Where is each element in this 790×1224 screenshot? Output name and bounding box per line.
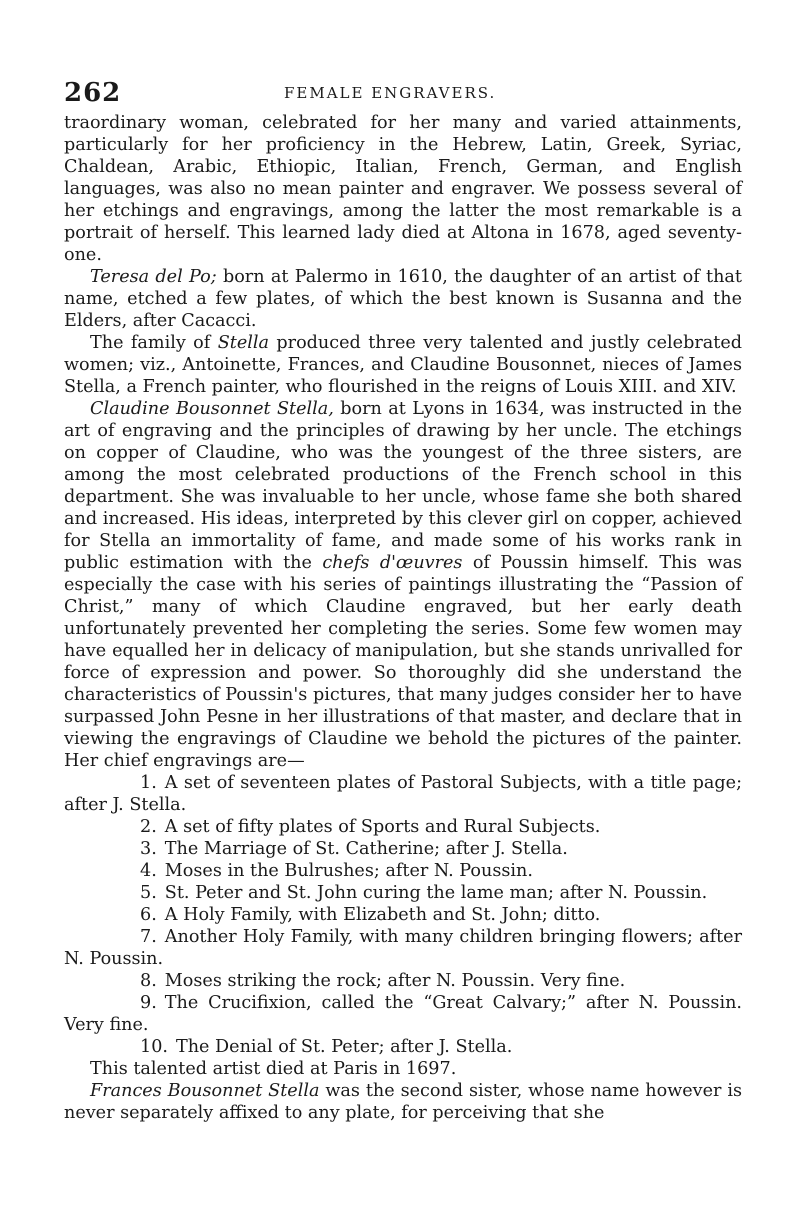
list-number: 1. [140,773,157,793]
list-number: 9. [140,993,157,1013]
list-item [64,816,742,838]
paragraph-text: born at Lyons in 1634, was instructed in the art of engraving and the principles of drawing by her uncle. The etchings on copper of Claudine, who was the youngest of the three sisters, are among the most celebrated productions of the French school in this department. She was invaluable to her uncle, whose fame she both shared and increased. His ideas, interpreted by this clever girl on copper, achieved for Stella an immortality of fame, and made some of his works rank in public estimation with the [64,399,742,573]
italic-phrase: chefs d'œuvres [322,553,463,573]
list-item [64,992,742,1036]
paragraph-intro [64,112,742,266]
list-item [64,838,742,860]
paragraph-teresa-del-po [64,266,742,332]
list-number: 5. [140,883,157,903]
list-text: Moses striking the rock; after N. Poussin. Very fine. [164,971,626,991]
paragraph-text: This talented artist died at Paris in 1697. [90,1059,457,1079]
paragraph-text: was the second sister, whose name however is never separately affixed to any plate, for perceiving that she [64,1081,742,1123]
list-item [64,970,742,992]
list-text: A set of seventeen plates of Pastoral Subjects, with a title page; after J. Stella. [64,773,742,815]
page-number: 262 [64,78,122,108]
list-item [64,1036,742,1058]
list-item [64,860,742,882]
list-text: Another Holy Family, with many children bringing flowers; after N. Poussin. [64,927,742,969]
list-number: 8. [140,971,157,991]
artist-name: Claudine Bousonnet Stella, [90,399,334,419]
paragraph-text: of Poussin himself. This was especially the case with his series of paintings illustrating the “Passion of Christ,” many of which Claudine engraved, but her early death unfortunately prevented her completing the series. Some few women may have equalled her in delicacy of manipulation, but she stands unrivalled for force of expression and power. So thoroughly did she understand the characteristics of Poussin's pictures, that many judges consider her to have surpassed John Pesne in her illustrations of that master, and declare that in viewing the engravings of Claudine we behold the pictures of the painter. Her chief engravings are— [64,553,742,771]
paragraph-stella-family [64,332,742,398]
list-number: 10. [140,1037,168,1057]
body-text [64,112,742,1124]
list-number: 7. [140,927,157,947]
paragraph-claudine [64,398,742,772]
list-text: A Holy Family, with Elizabeth and St. John; ditto. [164,905,601,925]
paragraph-frances [64,1080,742,1124]
artist-name: Frances Bousonnet Stella [90,1081,320,1101]
list-item [64,882,742,904]
list-text: The Crucifixion, called the “Great Calvary;” after N. Poussin. Very fine. [64,993,742,1035]
list-item [64,926,742,970]
list-item [64,772,742,816]
paragraph-text: traordinary woman, celebrated for her many and varied attainments, particularly for her proficiency in the Hebrew, Latin, Greek, Syriac, Chaldean, Arabic, Ethiopic, Italian, French, German, and English languages, was also no mean painter and engraver. We possess several of her etchings and engravings, among the latter the most remarkable is a portrait of herself. This learned lady died at Altona in 1678, aged seventy-one. [64,113,742,265]
paragraph-text: born at Palermo in 1610, the daughter of an artist of that name, etched a few plates, of which the best known is Susanna and the Elders, after Cacacci. [64,267,742,331]
list-number: 3. [140,839,157,859]
list-text: St. Peter and St. John curing the lame man; after N. Poussin. [164,883,708,903]
list-number: 2. [140,817,157,837]
list-text: The Marriage of St. Catherine; after J. Stella. [164,839,568,859]
artist-name: Stella [217,333,269,353]
list-number: 4. [140,861,157,881]
paragraph-text: produced three very talented and justly celebrated women; viz., Antoinette, Frances, and Claudine Bousonnet, nieces of James Stella, a French painter, who flourished in the reigns of Louis XIII. and XIV. [64,333,742,397]
engravings-list [64,772,742,1058]
list-item [64,904,742,926]
page-header [64,78,742,112]
book-page [64,78,742,1124]
list-number: 6. [140,905,157,925]
paragraph-death-note [64,1058,742,1080]
paragraph-text: The family of [90,333,218,353]
list-text: The Denial of St. Peter; after J. Stella. [175,1037,513,1057]
running-head: FEMALE ENGRAVERS. [284,84,497,102]
artist-name: Teresa del Po; [90,267,217,287]
list-text: Moses in the Bulrushes; after N. Poussin. [164,861,533,881]
list-text: A set of fifty plates of Sports and Rural Subjects. [164,817,601,837]
